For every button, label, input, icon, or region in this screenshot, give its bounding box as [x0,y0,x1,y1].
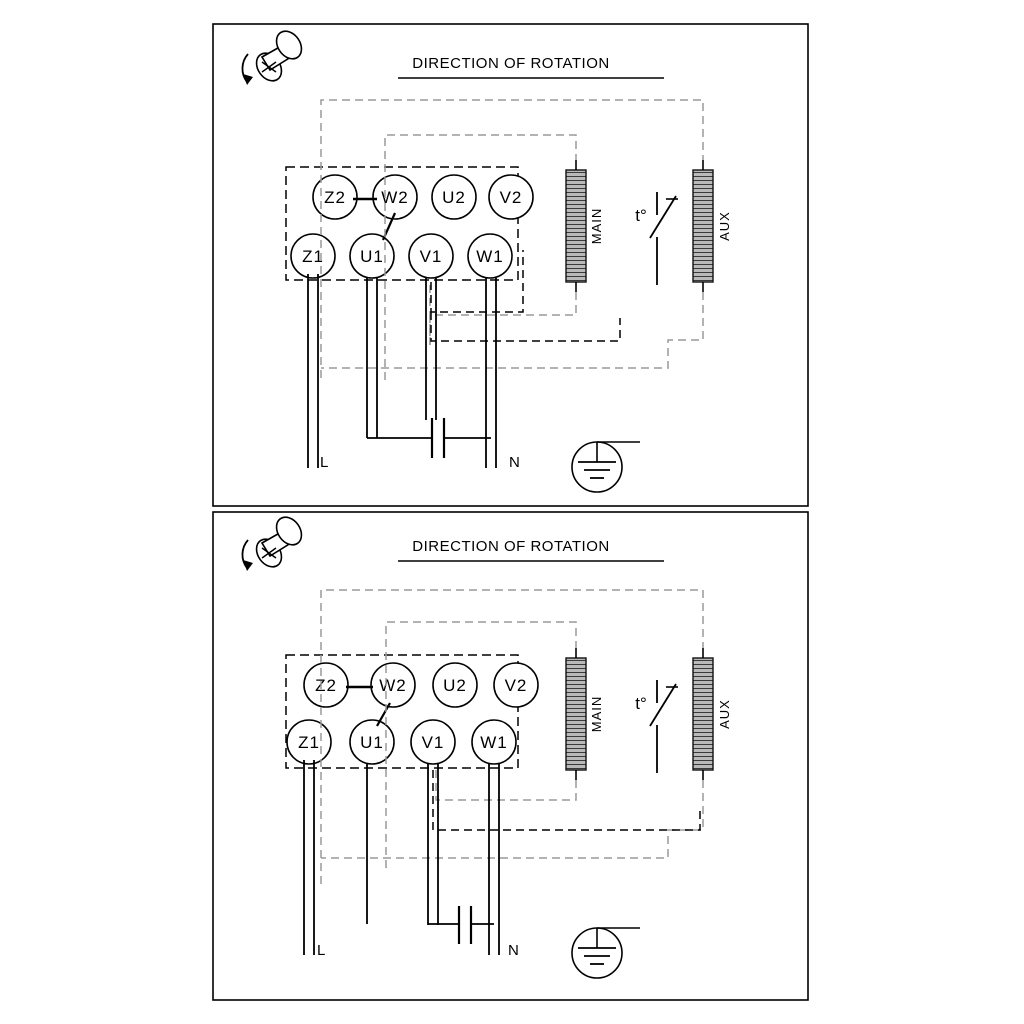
v1-dashed-branch-bottom [386,770,700,868]
main-winding-label: MAIN [589,207,604,245]
terminal-row-top-lower [291,234,512,278]
terminal-v1-label: V1 [419,247,443,266]
terminal-w2-label: W2 [381,188,409,207]
panel-bottom [242,512,732,978]
v1-dashed-branch-top [431,250,620,341]
terminal-z2-b-label: Z2 [315,676,337,695]
terminal-u2-b-label: U2 [443,676,467,695]
thermal-switch-label: t° [635,206,647,225]
thermal-switch-bottom [635,680,678,773]
terminal-u1-b-label: U1 [360,733,384,752]
terminal-z1-b-label: Z1 [298,733,320,752]
terminal-z2-label: Z2 [324,188,346,207]
terminal-w1-b-label: W1 [480,733,508,752]
supply-neutral-label-top: N [509,454,520,471]
terminal-u2-label: U2 [442,188,466,207]
aux-winding [693,160,732,292]
panel-bottom-title: DIRECTION OF ROTATION [412,538,610,555]
aux-winding-bottom-label: AUX [717,699,732,729]
motor-shaft-rotation-cw-icon [242,512,306,571]
earth-symbol-bottom [572,928,640,978]
supply-neutral-label-bottom: N [508,942,519,959]
panel-top-title: DIRECTION OF ROTATION [412,55,610,72]
terminal-w1-label: W1 [476,247,504,266]
terminal-u1-label: U1 [360,247,384,266]
terminal-w2-b-label: W2 [379,676,407,695]
aux-winding-label: AUX [717,211,732,241]
run-capacitor [367,418,491,458]
terminal-v1-b-label: V1 [421,733,445,752]
thermal-switch [635,192,678,285]
thermal-switch-bottom-label: t° [635,694,647,713]
supply-line-label-top: L [320,454,329,471]
terminal-row-bottom-upper [304,663,538,707]
main-winding [566,160,604,292]
aux-winding-bottom [693,648,732,780]
terminal-z1-label: Z1 [302,247,324,266]
terminal-v2-label: V2 [499,188,523,207]
terminal-row-top-upper [313,175,533,219]
supply-line-label-bottom: L [317,942,326,959]
terminal-v2-b-label: V2 [504,676,528,695]
main-winding-bottom [566,648,604,780]
motor-shaft-rotation-ccw-icon [242,26,306,85]
earth-symbol-top [572,442,640,492]
panel-top [242,26,732,492]
main-winding-bottom-label: MAIN [589,695,604,733]
